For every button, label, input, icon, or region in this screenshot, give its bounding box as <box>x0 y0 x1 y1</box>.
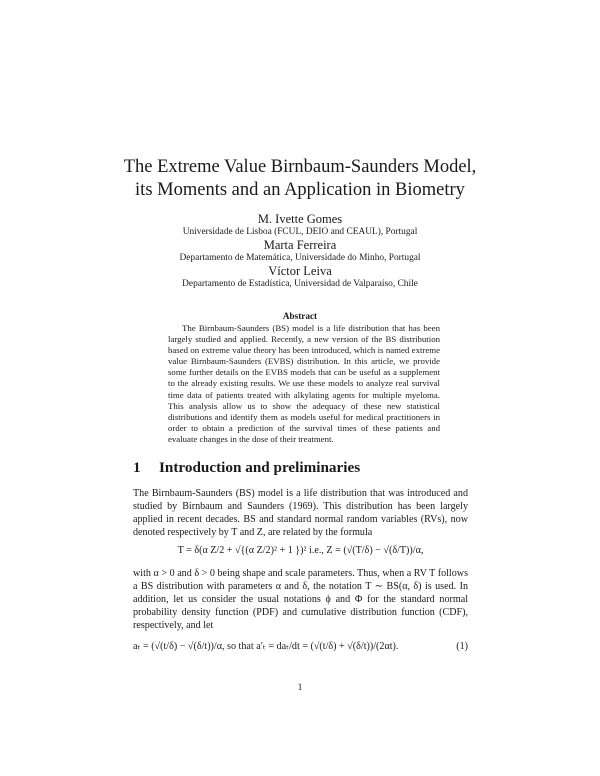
author-affiliation: Departamento de Matemática, Universidade do Minho, Portugal <box>179 253 421 263</box>
section-heading <box>133 459 360 477</box>
author-name: Marta Ferreira <box>263 238 337 252</box>
abstract-heading: Abstract <box>282 311 318 321</box>
paper-title-line-1: The Extreme Value Birnbaum-Saunders Model, <box>123 157 477 177</box>
body-paragraph: The Birnbaum-Saunders (BS) model is a life distribution that was introduced and studied by Birnbaum and Saunders (1969). This distribution has been largely applied in recent decades. BS and standard normal random variables (RVs), now denoted respectively by T and Z, are related by the formula <box>133 488 468 539</box>
body-paragraph: with α > 0 and δ > 0 being shape and scale parameters. Thus, when a RV T follows a BS distribution with parameters α and δ, the notation T ∼ BS(α, δ) is used. In addition, let us consider the usual notations ϕ and Φ for the standard normal probability density function (PDF) and cumulative distribution function (CDF), respectively, and let <box>133 568 468 632</box>
equation-number: (1) <box>456 641 468 652</box>
page-number: 1 <box>297 682 303 693</box>
paper-title-line-2: its Moments and an Application in Biometry <box>135 180 465 200</box>
section-number: 1 <box>133 459 141 476</box>
equation-1 <box>133 640 468 654</box>
author-name: Víctor Leiva <box>268 264 332 278</box>
equation-bs-formula: T = δ(α Z/2 + √{(α Z/2)² + 1 })² i.e., Z = (√(T/δ) − √(δ/T))/α, <box>177 545 424 556</box>
author-affiliation: Departamento de Estadística, Universidad de Valparaíso, Chile <box>182 279 418 289</box>
equation-1-body: aₜ = (√(t/δ) − √(δ/t))/α, so that a′ₜ = daₜ/dt = (√(t/δ) + √(δ/t))/(2αt). <box>133 641 399 652</box>
abstract-text: The Birnbaum-Saunders (BS) model is a life distribution that has been largely studied and applied. Recently, a new version of the BS distribution based on extreme value theory has been introduced, which is named extreme value Birnbaum-Saunders (EVBS) distribution. In this article, we provide some further details on the EVBS models that can be useful as a supplement to the already existing results. We use these models to analyze real survival time data of patients treated with alkylating agents for multiple myeloma. This analysis allow us to show the adequacy of these new statistical distributions and identify them as models useful for medical practitioners in order to obtain a prediction of the survival times of these patients and evaluate changes in the dose of their treatment. <box>168 323 440 444</box>
author-name: M. Ivette Gomes <box>257 212 343 226</box>
author-affiliation: Universidade de Lisboa (FCUL, DEIO and CEAUL), Portugal <box>182 227 418 237</box>
section-title: Introduction and preliminaries <box>159 459 361 476</box>
